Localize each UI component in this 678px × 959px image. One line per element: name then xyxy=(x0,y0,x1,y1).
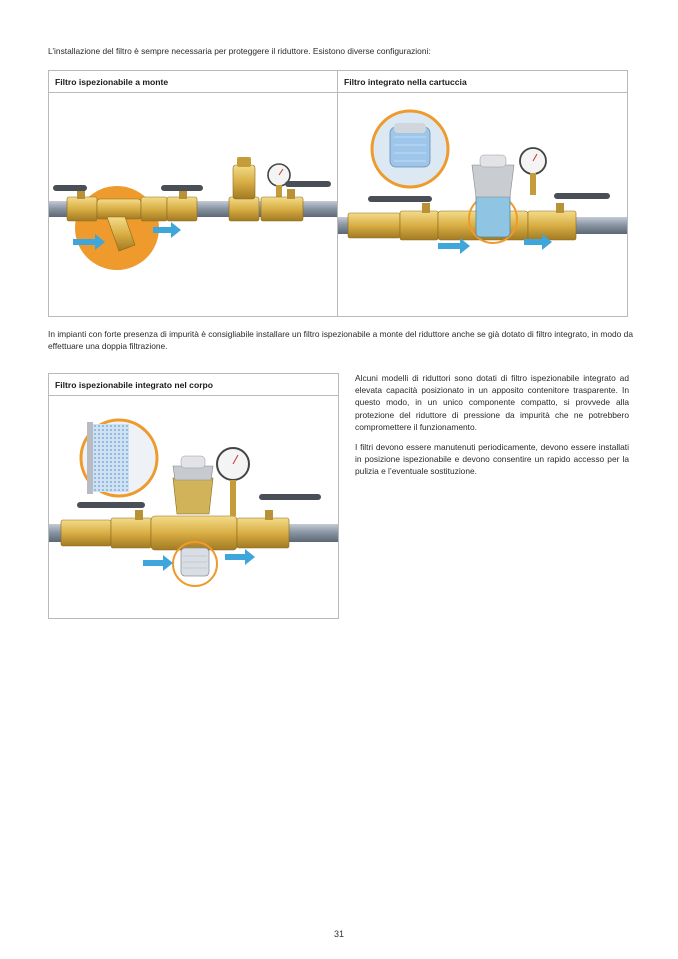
page-number: 31 xyxy=(333,929,344,939)
side-paragraph: Alcuni modelli di riduttori sono dotati di filtro ispezionabile integrato ad elevata capacità posizionato in un apposito contenitore trasparente. In questo modo, in un unico componente compatto, si provvede alla protezione del riduttore di pressione da impurità che ne potrebbero compromettere il funzionamento. xyxy=(355,373,629,432)
side-column xyxy=(355,372,629,486)
panel-filter-upstream xyxy=(48,70,338,317)
illustration-filter-upstream xyxy=(49,93,337,316)
illustration-filter-integrated-body xyxy=(49,396,338,618)
double-filtration-paragraph: In impianti con forte presenza di impurità è consigliabile installare un filtro ispezionabile a monte del riduttore anche se già dotato di filtro integrato, in modo da effettuare una doppia filtrazione. xyxy=(48,329,633,352)
panel-title: Filtro ispezionabile a monte xyxy=(49,71,337,93)
panel-filter-integrated-body xyxy=(48,373,339,619)
illustration-filter-cartridge xyxy=(338,93,627,316)
side-paragraph: I filtri devono essere manutenuti periodicamente, devono essere installati in posizione ispezionabile e devono consentire un rapido accesso per la pulizia e l’eventuale sostituzione. xyxy=(355,442,629,477)
panel-title: Filtro integrato nella cartuccia xyxy=(338,71,627,93)
intro-paragraph: L’installazione del filtro è sempre necessaria per proteggere il riduttore. Esistono diverse configurazioni: xyxy=(48,46,431,56)
panel-filter-cartridge xyxy=(337,70,628,317)
panel-title: Filtro ispezionabile integrato nel corpo xyxy=(49,374,338,396)
